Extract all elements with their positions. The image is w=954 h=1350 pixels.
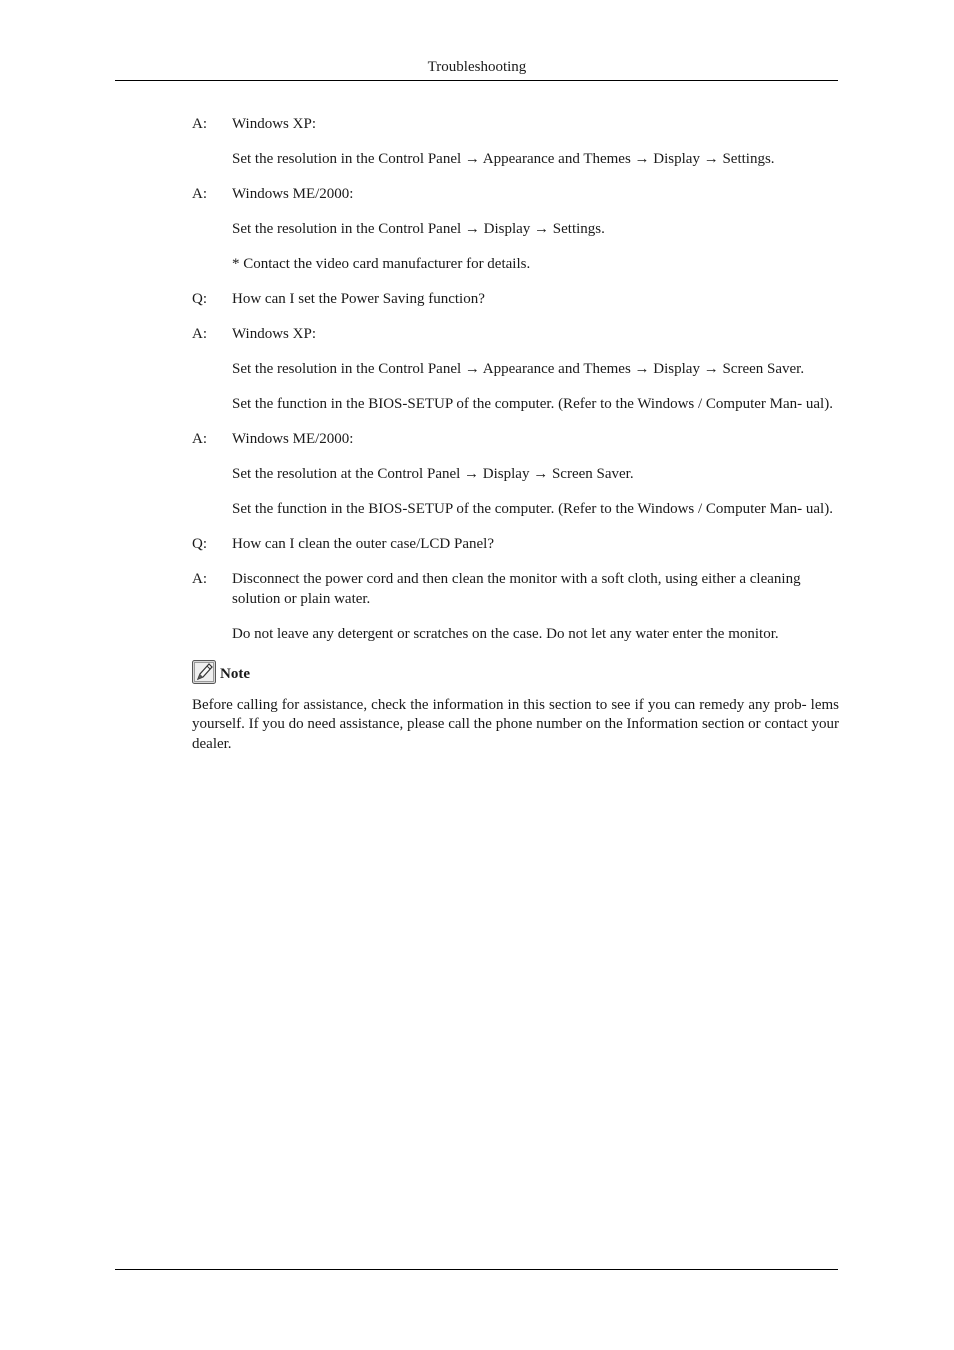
question-row (192, 290, 839, 310)
paragraph: Set the resolution in the Control Panel → Appearance and Themes → Display → Settings. (232, 151, 775, 167)
answer-row (192, 570, 839, 609)
header-rule (115, 80, 838, 81)
answer-row (192, 115, 839, 135)
footer-rule (115, 1269, 838, 1270)
note-body: Before calling for assistance, check the information in this section to see if you can remedy any prob- lems yourself. If you do need assistance, please call the phone number on the Information section or contact your dealer. (192, 696, 839, 752)
answer-row (192, 185, 839, 205)
qa-marker: A: (192, 571, 207, 587)
paragraph: Do not leave any detergent or scratches on the case. Do not let any water enter the monitor. (232, 625, 779, 642)
qa-text: How can I clean the outer case/LCD Panel? (232, 536, 494, 552)
qa-text: Windows ME/2000: (232, 186, 354, 202)
page-content (192, 115, 839, 754)
paragraph: Set the resolution in the Control Panel → Display → Settings. (232, 221, 605, 237)
paragraph: Set the function in the BIOS-SETUP of the computer. (Refer to the Windows / Computer Man- ual). (232, 396, 833, 412)
qa-marker: A: (192, 326, 207, 342)
answer-row (192, 430, 839, 450)
paragraph: * Contact the video card manufacturer for details. (232, 256, 531, 272)
qa-marker: Q: (192, 536, 207, 552)
qa-marker: A: (192, 116, 207, 132)
qa-text: How can I set the Power Saving function? (232, 291, 485, 307)
qa-text: Windows ME/2000: (232, 431, 354, 447)
paragraph: Set the resolution at the Control Panel → Display → Screen Saver. (232, 466, 634, 482)
note-pencil-icon (192, 660, 216, 684)
qa-marker: Q: (192, 291, 207, 307)
paragraph: Set the resolution in the Control Panel → Appearance and Themes → Display → Screen Saver. (232, 361, 805, 377)
qa-text: Windows XP: (232, 326, 316, 342)
note-header (192, 660, 839, 684)
qa-marker: A: (192, 431, 207, 447)
qa-text: Disconnect the power cord and then clean the monitor with a soft cloth, using either a cleaning solution or plain water. (232, 571, 801, 607)
answer-row (192, 325, 839, 345)
page-title: Troubleshooting (427, 59, 527, 75)
question-row (192, 535, 839, 555)
qa-marker: A: (192, 186, 207, 202)
paragraph: Set the function in the BIOS-SETUP of the computer. (Refer to the Windows / Computer Man- ual). (232, 501, 833, 517)
note-label: Note (220, 665, 250, 682)
qa-text: Windows XP: (232, 116, 316, 132)
